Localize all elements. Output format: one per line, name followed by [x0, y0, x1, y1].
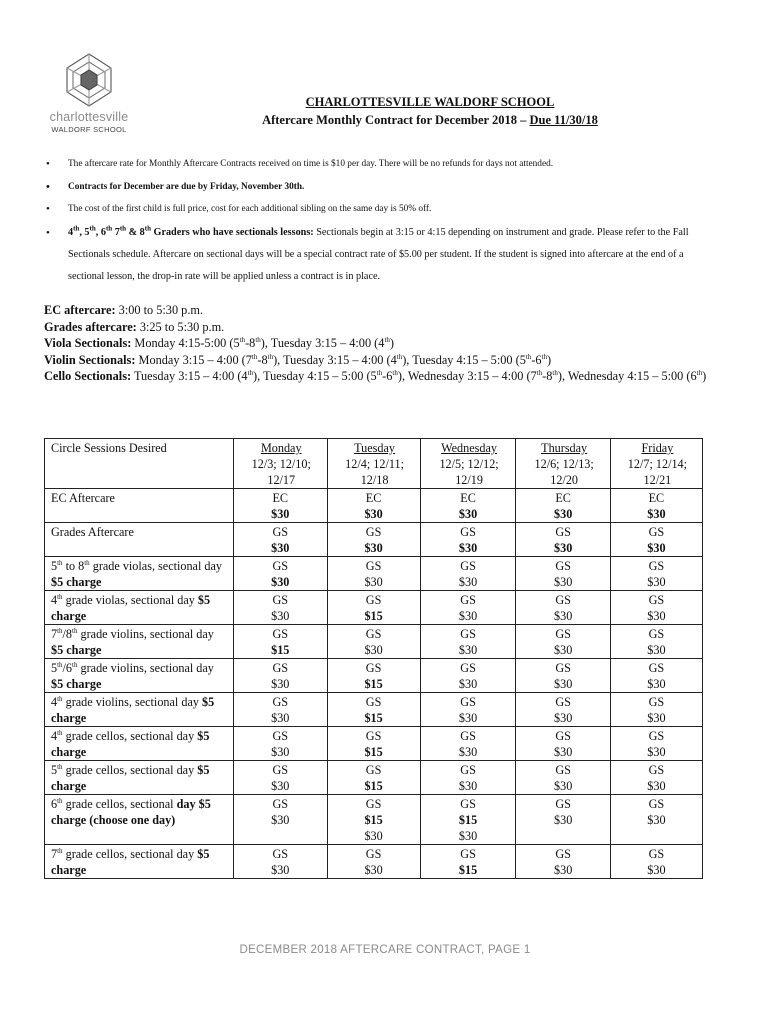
session-price: $30: [364, 863, 383, 877]
session-option-cell[interactable]: [234, 795, 328, 845]
session-price: $30: [647, 609, 666, 623]
session-price: $15: [458, 813, 478, 827]
session-label: 7th/8th grade violins, sectional day $5 charge: [45, 625, 234, 659]
session-option-cell[interactable]: [516, 591, 610, 625]
session-option-cell[interactable]: [327, 625, 420, 659]
session-code[interactable]: GS: [460, 559, 476, 573]
session-price: $30: [364, 829, 383, 843]
page-footer: DECEMBER 2018 AFTERCARE CONTRACT, PAGE 1: [239, 944, 531, 956]
session-label: 4th grade violins, sectional day $5 charge: [45, 693, 234, 727]
session-label: 5th grade cellos, sectional day $5 charge: [45, 761, 234, 795]
session-code[interactable]: GS: [365, 559, 382, 573]
session-code[interactable]: GS: [460, 847, 476, 861]
session-price: $30: [647, 643, 666, 657]
schedule-cello-text: Tuesday 3:15 – 4:00 (4th), Tuesday 4:15 – 5:00 (5th-6th), Wednesday 3:15 – 4:00 (7th-8th), Wednesday 4:15 – 5:00 (6th): [131, 368, 707, 383]
session-price: $30: [458, 643, 478, 657]
schedule-viola-label: Viola Sectionals:: [44, 336, 132, 350]
table-row: [45, 659, 703, 693]
day-header-thursday: [516, 439, 610, 489]
session-price: $30: [271, 745, 290, 759]
session-code[interactable]: GS: [365, 729, 382, 743]
session-code[interactable]: GS: [555, 661, 571, 675]
schedule-ec-label: EC aftercare:: [44, 303, 116, 317]
session-label: 5th to 8th grade violas, sectional day $5 charge: [45, 557, 234, 591]
session-code[interactable]: GS: [365, 593, 382, 607]
schedule-violin-label: Violin Sectionals:: [44, 352, 136, 367]
session-option-cell[interactable]: [234, 659, 328, 693]
session-price: $30: [364, 507, 383, 521]
table-row: [45, 761, 703, 795]
policy-sibling: • The cost of the first child is full price, cost for each additional sibling on the same day is 50% off.: [44, 203, 704, 215]
session-option-cell[interactable]: [516, 727, 610, 761]
day-dates: 12/6; 12/13; 12/20: [534, 457, 594, 487]
session-price: $30: [458, 507, 478, 521]
session-option-cell[interactable]: [420, 523, 516, 557]
session-price: $30: [271, 863, 290, 877]
table-row: [45, 625, 703, 659]
session-price: $30: [364, 541, 383, 555]
session-code[interactable]: GS: [460, 593, 476, 607]
session-code[interactable]: GS: [272, 729, 289, 743]
session-price: $30: [647, 779, 666, 793]
session-code[interactable]: GS: [272, 627, 289, 641]
session-option-cell[interactable]: [516, 761, 610, 795]
policy-list: [44, 158, 704, 298]
day-dates: 12/5; 12/12; 12/19: [439, 457, 499, 487]
session-price: $30: [554, 745, 573, 759]
session-code[interactable]: GS: [365, 627, 382, 641]
table-row: [45, 489, 703, 523]
session-code[interactable]: GS: [555, 627, 571, 641]
session-price: $30: [364, 643, 383, 657]
day-header-wednesday: [420, 439, 516, 489]
session-price: $30: [271, 575, 290, 589]
sessions-table: [44, 438, 703, 879]
session-option-cell[interactable]: [610, 693, 702, 727]
session-label: 5th/6th grade violins, sectional day $5 charge: [45, 659, 234, 693]
session-price: $30: [458, 745, 478, 759]
session-code[interactable]: GS: [555, 729, 571, 743]
policy-rate: • The aftercare rate for Monthly Aftercare Contracts received on time is $10 per day. There will be no refunds for days not attended.: [44, 158, 704, 170]
session-price: $30: [554, 677, 573, 691]
session-option-cell[interactable]: [610, 489, 702, 523]
day-name: Friday: [641, 441, 674, 455]
session-price: $15: [364, 711, 383, 725]
table-row: [45, 795, 703, 845]
session-price: $15: [364, 779, 383, 793]
session-price: $15: [364, 609, 383, 623]
session-code[interactable]: GS: [648, 695, 665, 709]
session-price: $15: [458, 863, 478, 877]
table-row: [45, 693, 703, 727]
session-label: 7th grade cellos, sectional day $5 charge: [45, 845, 234, 879]
session-code[interactable]: GS: [648, 593, 665, 607]
session-code[interactable]: GS: [648, 763, 665, 777]
session-option-cell[interactable]: [234, 523, 328, 557]
session-code[interactable]: GS: [460, 627, 476, 641]
session-price: $15: [364, 813, 383, 827]
session-option-cell[interactable]: [516, 489, 610, 523]
day-name: Monday: [260, 441, 302, 455]
schedule-ec-text: 3:00 to 5:30 p.m.: [115, 303, 204, 317]
session-code[interactable]: GS: [272, 847, 289, 861]
session-option-cell[interactable]: [327, 523, 420, 557]
session-code[interactable]: GS: [648, 797, 665, 811]
session-price: $30: [554, 541, 573, 555]
schedule-violin-text: Monday 3:15 – 4:00 (7th-8th), Tuesday 3:15 – 4:00 (4th), Tuesday 4:15 – 5:00 (5th-6th): [135, 352, 552, 367]
session-option-cell[interactable]: [516, 795, 610, 845]
session-price: $30: [458, 711, 478, 725]
session-option-cell[interactable]: [234, 693, 328, 727]
table-row: [45, 845, 703, 879]
session-code[interactable]: GS: [272, 695, 289, 709]
day-name: Wednesday: [441, 441, 497, 455]
session-price: $30: [554, 863, 573, 877]
subtitle-prefix: Aftercare Monthly Contract for December 2018 –: [262, 113, 530, 127]
session-price: $30: [554, 609, 573, 623]
session-code[interactable]: GS: [365, 525, 382, 539]
session-label: EC Aftercare: [45, 489, 234, 523]
session-code[interactable]: GS: [555, 695, 571, 709]
session-code[interactable]: GS: [648, 729, 665, 743]
schedule-viola-text: Monday 4:15-5:00 (5th-8th), Tuesday 3:15 – 4:00 (4th): [131, 335, 394, 350]
policy-due-date: • Contracts for December are due by Friday, November 30th.: [44, 181, 704, 193]
session-code[interactable]: GS: [460, 525, 476, 539]
session-price: $30: [458, 829, 478, 843]
session-code[interactable]: GS: [555, 797, 571, 811]
session-option-cell[interactable]: [327, 489, 420, 523]
due-date: Due 11/30/18: [529, 113, 598, 127]
session-price: $30: [647, 575, 666, 589]
schedule-block: [44, 302, 724, 385]
session-price: $30: [271, 813, 290, 827]
session-option-cell[interactable]: [516, 659, 610, 693]
session-price: $30: [458, 541, 478, 555]
session-code[interactable]: GS: [272, 525, 289, 539]
session-code[interactable]: GS: [272, 593, 289, 607]
session-price: $30: [458, 779, 478, 793]
session-code[interactable]: GS: [555, 525, 571, 539]
session-option-cell[interactable]: [610, 727, 702, 761]
policy-sectionals: [44, 222, 704, 288]
page-title: CHARLOTTESVILLE WALDORF SCHOOL: [305, 95, 555, 109]
session-price: $30: [647, 813, 666, 827]
session-code[interactable]: GS: [648, 627, 665, 641]
session-option-cell[interactable]: [610, 591, 702, 625]
session-price: $30: [458, 677, 478, 691]
session-price: $30: [647, 711, 666, 725]
day-header-tuesday: [327, 439, 420, 489]
session-option-cell[interactable]: [327, 727, 420, 761]
sectionals-lead: 4th, 5th, 6th 7th & 8th Graders who have sectionals lessons:: [68, 224, 314, 238]
session-option-cell[interactable]: [234, 845, 328, 879]
logo-text-waldorf: WALDORF SCHOOL: [51, 125, 127, 134]
session-option-cell[interactable]: [516, 625, 610, 659]
session-option-cell[interactable]: [516, 845, 610, 879]
session-option-cell[interactable]: [420, 693, 516, 727]
session-option-cell[interactable]: [610, 761, 702, 795]
session-option-cell[interactable]: [610, 557, 702, 591]
session-price: $30: [271, 507, 290, 521]
session-option-cell[interactable]: [516, 693, 610, 727]
session-price: $30: [271, 711, 290, 725]
page-subtitle: [200, 113, 660, 128]
session-price: $15: [364, 677, 383, 691]
session-code[interactable]: GS: [555, 847, 571, 861]
table-header-row: [45, 439, 703, 489]
school-logo: [44, 52, 134, 134]
logo-mark-icon: [63, 52, 115, 108]
table-row: [45, 523, 703, 557]
session-code[interactable]: GS: [460, 763, 476, 777]
session-price: $30: [554, 575, 573, 589]
session-price: $30: [271, 541, 290, 555]
session-price: $15: [271, 643, 290, 657]
session-price: $30: [647, 745, 666, 759]
session-price: $30: [271, 677, 290, 691]
session-option-cell[interactable]: [610, 795, 702, 845]
session-code[interactable]: EC: [460, 491, 476, 505]
session-code[interactable]: GS: [272, 559, 289, 573]
session-option-cell[interactable]: [327, 761, 420, 795]
session-code[interactable]: EC: [648, 491, 665, 505]
session-price: $30: [271, 609, 290, 623]
session-option-cell[interactable]: [327, 659, 420, 693]
session-code[interactable]: GS: [460, 729, 476, 743]
session-option-cell[interactable]: [516, 523, 610, 557]
session-code[interactable]: GS: [648, 559, 665, 573]
session-price: $30: [364, 575, 383, 589]
session-label: 4th grade violas, sectional day $5 charge: [45, 591, 234, 625]
session-option-cell[interactable]: [327, 845, 420, 879]
session-price: $30: [554, 643, 573, 657]
day-dates: 12/3; 12/10; 12/17: [251, 457, 311, 487]
day-name: Tuesday: [354, 441, 395, 455]
session-code[interactable]: GS: [365, 695, 382, 709]
session-option-cell[interactable]: [234, 557, 328, 591]
day-header-friday: [610, 439, 702, 489]
session-code[interactable]: GS: [648, 661, 665, 675]
table-row: [45, 557, 703, 591]
session-code[interactable]: GS: [555, 559, 571, 573]
schedule-violin: [44, 352, 724, 369]
session-option-cell[interactable]: [234, 761, 328, 795]
session-code[interactable]: GS: [460, 695, 476, 709]
session-option-cell[interactable]: [610, 523, 702, 557]
day-dates: 12/4; 12/11; 12/18: [345, 457, 404, 487]
session-option-cell[interactable]: [234, 591, 328, 625]
schedule-grades: [44, 319, 724, 336]
session-option-cell[interactable]: [327, 557, 420, 591]
session-option-cell[interactable]: [327, 795, 420, 845]
session-code[interactable]: GS: [460, 797, 476, 811]
session-price: $30: [458, 609, 478, 623]
session-option-cell[interactable]: [420, 557, 516, 591]
session-option-cell[interactable]: [610, 845, 702, 879]
circle-sessions-header: Circle Sessions Desired: [45, 439, 234, 489]
session-option-cell[interactable]: [610, 659, 702, 693]
session-code[interactable]: GS: [648, 525, 665, 539]
schedule-cello: [44, 368, 724, 385]
session-option-cell[interactable]: [420, 489, 516, 523]
session-price: $30: [647, 863, 666, 877]
session-price: $30: [647, 507, 666, 521]
session-label: Grades Aftercare: [45, 523, 234, 557]
session-code[interactable]: GS: [460, 661, 476, 675]
session-option-cell[interactable]: [420, 625, 516, 659]
schedule-viola: [44, 335, 724, 352]
session-price: $30: [647, 541, 666, 555]
session-option-cell[interactable]: [327, 591, 420, 625]
session-option-cell[interactable]: [610, 625, 702, 659]
session-price: $30: [554, 711, 573, 725]
session-price: $30: [554, 779, 573, 793]
document-header: [200, 95, 660, 128]
day-dates: 12/7; 12/14; 12/21: [627, 457, 688, 487]
session-code[interactable]: GS: [555, 593, 571, 607]
day-header-monday: [234, 439, 328, 489]
day-name: Thursday: [541, 441, 588, 455]
session-price: $30: [554, 507, 573, 521]
schedule-grades-label: Grades aftercare:: [44, 319, 137, 334]
session-option-cell[interactable]: [234, 625, 328, 659]
session-option-cell[interactable]: [516, 557, 610, 591]
session-option-cell[interactable]: [420, 845, 516, 879]
session-code[interactable]: GS: [365, 763, 382, 777]
session-price: $30: [458, 575, 478, 589]
session-code[interactable]: GS: [272, 763, 289, 777]
logo-text-charlottesville: charlottesville: [49, 110, 129, 124]
session-code[interactable]: GS: [365, 847, 382, 861]
session-code[interactable]: GS: [555, 763, 571, 777]
session-code[interactable]: GS: [365, 661, 382, 675]
session-option-cell[interactable]: [420, 761, 516, 795]
session-option-cell[interactable]: [327, 693, 420, 727]
session-option-cell[interactable]: [420, 659, 516, 693]
session-option-cell[interactable]: [234, 489, 328, 523]
session-code[interactable]: EC: [365, 491, 382, 505]
table-row: [45, 727, 703, 761]
schedule-ec: [44, 302, 724, 319]
sectionals-text: Sectionals begin at 3:15 or 4:15 depending on instrument and grade. Please refer to the Fall Sectionals schedule. Aftercare on sectional days will be a special contract rate of $5.00 per student. If the student is signed into aftercare at the end of a sectional lesson, the drop-in rate will be applied unless a contract is in place.: [68, 226, 689, 282]
session-price: $30: [647, 677, 666, 691]
session-code[interactable]: EC: [272, 491, 289, 505]
session-code[interactable]: GS: [272, 661, 289, 675]
session-price: $30: [271, 779, 290, 793]
session-option-cell[interactable]: [234, 727, 328, 761]
session-code[interactable]: EC: [555, 491, 571, 505]
session-option-cell[interactable]: [420, 727, 516, 761]
session-option-cell[interactable]: [420, 795, 516, 845]
schedule-grades-text: 3:25 to 5:30 p.m.: [136, 319, 225, 334]
session-code[interactable]: GS: [648, 847, 665, 861]
session-label: 4th grade cellos, sectional day $5 charge: [45, 727, 234, 761]
session-price: $15: [364, 745, 383, 759]
session-code[interactable]: GS: [365, 797, 382, 811]
schedule-cello-label: Cello Sectionals:: [44, 369, 132, 383]
session-code[interactable]: GS: [272, 797, 289, 811]
session-price: $30: [554, 813, 573, 827]
session-option-cell[interactable]: [420, 591, 516, 625]
session-label: 6th grade cellos, sectional day $5 charge (choose one day): [45, 795, 234, 845]
table-row: [45, 591, 703, 625]
